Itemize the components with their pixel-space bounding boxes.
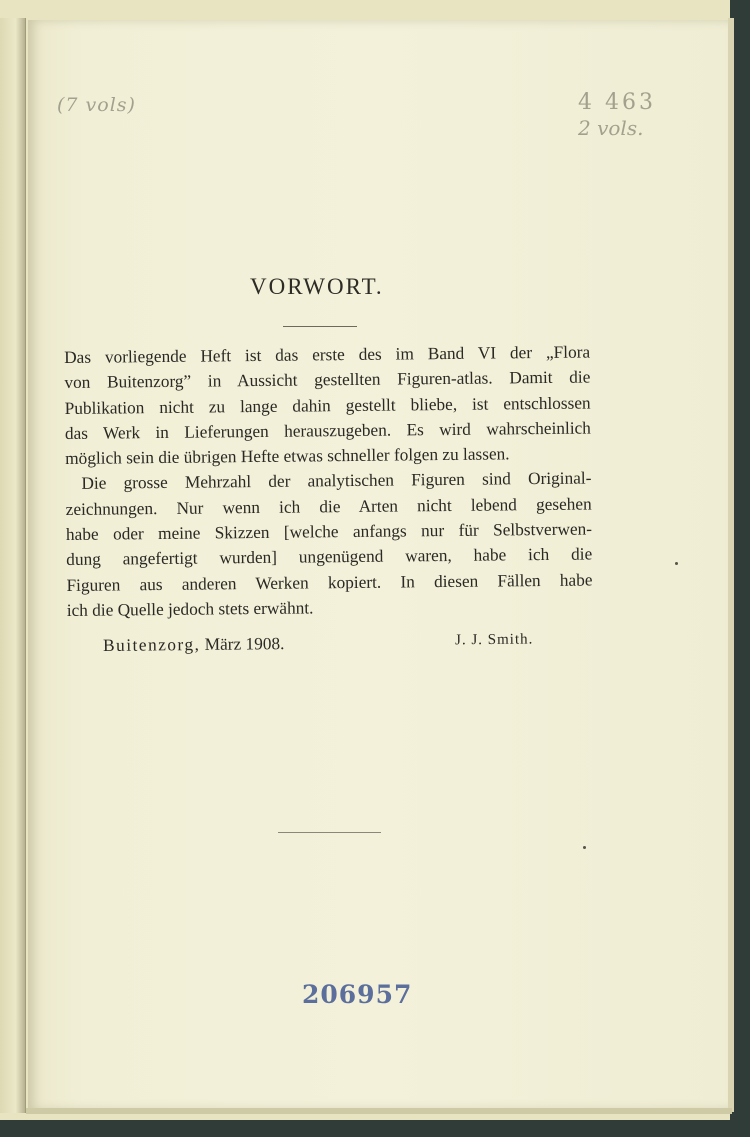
page-right-edge xyxy=(728,18,734,1112)
speck xyxy=(583,846,586,849)
left-page-edge xyxy=(0,18,26,1113)
text-line: dung angefertigt wurden] ungenügend waren, habe ich die xyxy=(66,544,593,570)
author-signature: J. J. Smith. xyxy=(454,631,534,649)
text-line: habe oder meine Skizzen [welche anfangs nur für Selbstverwen- xyxy=(65,519,593,545)
text-line: das Werk in Lieferungen herauszugeben. Es wird wahrscheinlich xyxy=(64,418,591,443)
pencil-note-top-left: (7 vols) xyxy=(57,94,136,116)
speck xyxy=(675,562,678,565)
accession-stamp: 206957 xyxy=(302,980,413,1009)
text-line: Publikation nicht zu lange dahin gestellt bliebe, ist entschlossen xyxy=(64,393,591,418)
text-line: Die grosse Mehrzahl der analytischen Figuren sind Original- xyxy=(81,468,592,494)
end-rule xyxy=(278,832,381,833)
text-line: möglich sein die übrigen Hefte etwas schneller folgen zu lassen. xyxy=(65,444,510,469)
title-rule xyxy=(283,326,357,327)
text-line: Figuren aus anderen Werken kopiert. In diesen Fällen habe xyxy=(66,570,593,595)
pencil-volume-note: 2 vols. xyxy=(578,116,644,140)
pencil-shelf-number: 4 463 xyxy=(578,90,656,115)
place-date xyxy=(103,634,284,656)
date: März 1908. xyxy=(204,634,285,654)
page-title: VORWORT. xyxy=(250,274,384,299)
text-line: ich die Quelle jedoch stets erwähnt. xyxy=(66,598,314,620)
text-line: von Buitenzorg” in Aussicht gestellten Figuren-atlas. Damit die xyxy=(64,367,591,393)
text-line: zeichnungen. Nur wenn ich die Arten nicht lebend gesehen xyxy=(65,494,592,519)
place: Buitenzorg, xyxy=(103,634,201,655)
text-line: Das vorliegende Heft ist das erste des im Band VI der „Flora xyxy=(64,342,591,367)
preface-paragraph xyxy=(64,339,593,623)
page-bottom-edge xyxy=(26,1108,732,1114)
